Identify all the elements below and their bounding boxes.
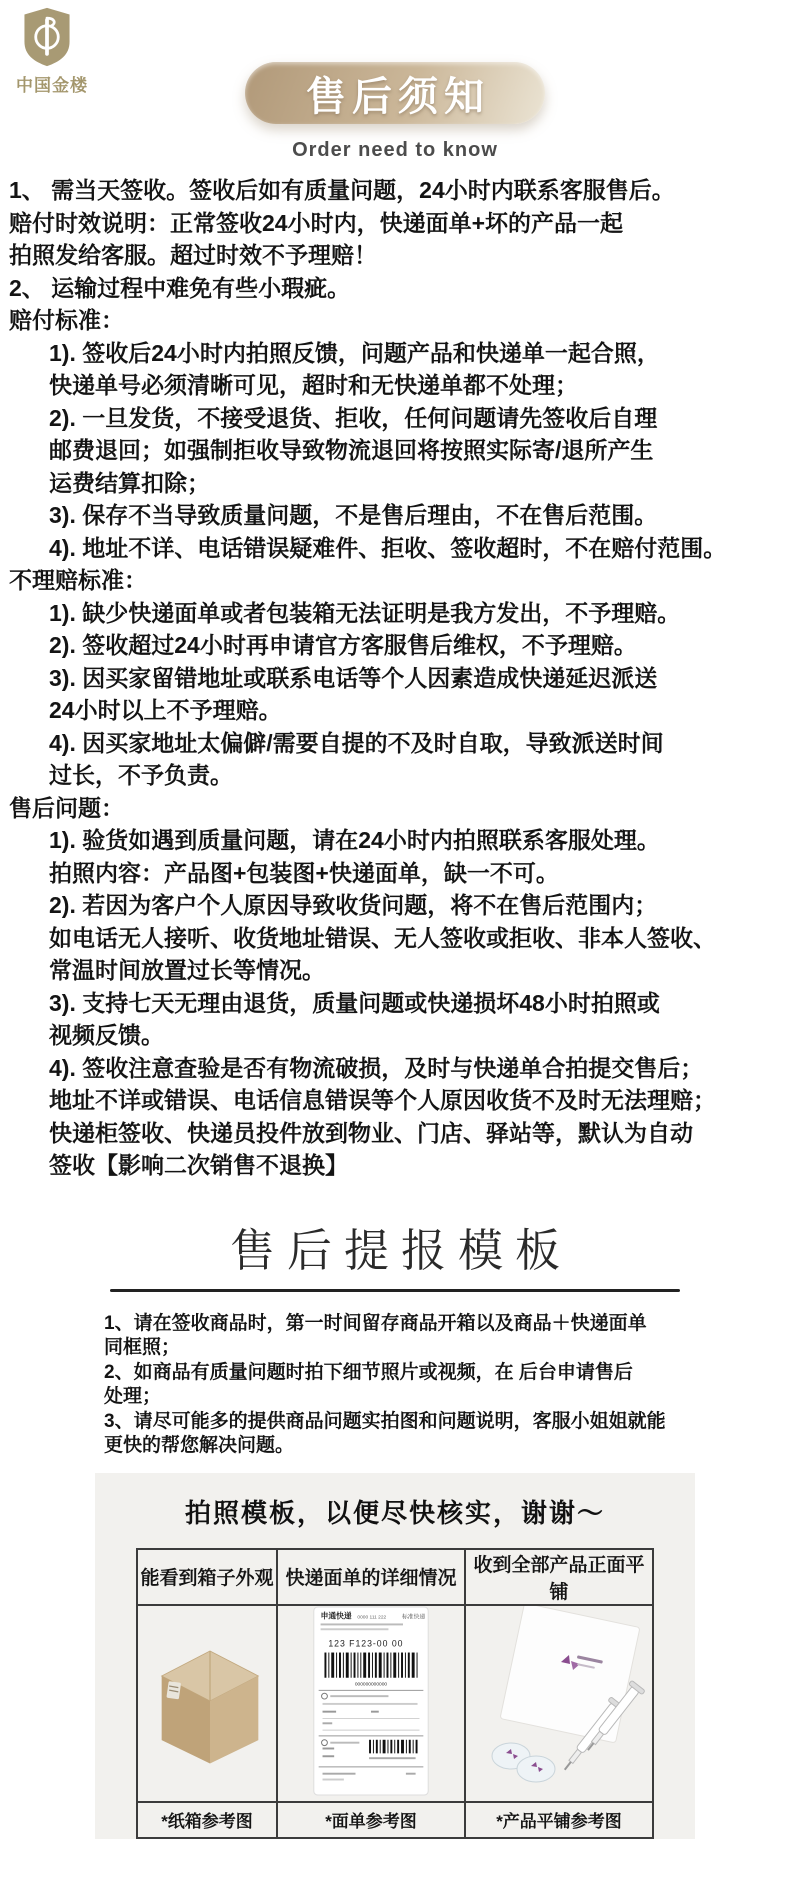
cardboard-box-cell [137,1605,277,1802]
photo-template-table [136,1548,654,1839]
table-caption-row [137,1802,653,1838]
product-flat-lay-cell [465,1605,653,1802]
notice-line: 快递单号必须清晰可见，超时和无快递单都不处理； [49,372,578,398]
brand-logo [16,6,126,96]
notice-line: 3). 支持七天无理由退货，质量问题或快递损坏48小时拍照或 [49,989,660,1016]
waybill-image [312,1606,430,1796]
notice-line: 不理赔标准： [9,567,147,593]
notice-line: 快递柜签收、快递员投件放到物业、门店、驿站等，默认为自动 [49,1119,693,1146]
header-products-flat: 收到全部产品正面平铺 [465,1549,653,1605]
notice-line: 1). 缺少快递面单或者包装箱无法证明是我方发出，不予理赔。 [49,599,681,626]
notice-line: 3). 保存不当导致质量问题，不是售后理由，不在售后范围。 [49,502,658,528]
notice-banner-subtitle: Order need to know [292,139,498,161]
template-item-line: 同框照； [104,1337,181,1358]
notice-line: 赔付时效说明：正常签收24小时内，快递面单+坏的产品一起 [9,209,624,236]
notice-banner-title: 售后须知 [306,74,490,119]
notice-line: 2). 若因为客户个人原因导致收货问题，将不在售后范围内； [49,892,658,918]
notice-line: 拍照内容：产品图+包装图+快递面单，缺一不可。 [49,859,559,886]
notice-block [0,174,790,1182]
waybill-service-type: 标准快递 [402,1614,426,1621]
template-item-line: 1、请在签收商品时，第一时间留存商品开箱以及商品＋快递面单 [104,1312,647,1334]
product-flat-lay-image [473,1606,645,1796]
template-item-line: 更快的帮您解决问题。 [104,1435,295,1456]
notice-line: 视频反馈。 [49,1022,164,1048]
brand-shield-icon [20,6,74,68]
notice-line: 邮费退回；如强制拒收导致物流退回将按照实际寄/退所产生 [49,437,654,463]
brand-name: 中国金楼 [16,76,88,95]
template-title-underline [110,1289,680,1292]
notice-line: 2、 运输过程中难免有些小瑕疵。 [9,274,351,301]
table-image-row [137,1605,653,1802]
waybill-barcode-digits: 000000000000 [354,1681,388,1687]
notice-line: 如电话无人接听、收货地址错误、无人签收或拒收、非本人签收、 [49,924,716,951]
notice-line: 拍照发给客服。超过时效不予理赔！ [9,242,377,268]
photo-template-title: 拍照模板，以便尽快核实，谢谢～ [184,1497,605,1528]
notice-line: 1、 需当天签收。签收后如有质量问题，24小时内联系客服售后。 [9,177,675,203]
notice-line: 地址不详或错误、电话信息错误等个人原因收货不及时无法理赔； [49,1087,716,1113]
notice-line: 签收【影响二次销售不退换】 [49,1152,348,1178]
notice-banner [245,62,545,124]
waybill-cell [277,1605,465,1802]
caption-product-reference: *产品平铺参考图 [465,1802,653,1838]
caption-waybill-reference: *面单参考图 [277,1802,465,1838]
template-items [104,1312,686,1459]
template-item-line: 3、请尽可能多的提供商品问题实拍图和问题说明，客服小姐姐就能 [104,1410,666,1432]
notice-line: 1). 验货如遇到质量问题，请在24小时内拍照联系客服处理。 [49,827,660,853]
waybill-courier-name: 申通快递 [320,1611,352,1621]
notice-line: 过长，不予负责。 [49,762,233,788]
notice-line: 4). 地址不详、电话错误疑难件、拒收、签收超时，不在赔付范围。 [49,534,727,561]
notice-line: 2). 签收超过24小时再申请官方客服售后维权，不予理赔。 [49,632,637,658]
header-box-appearance: 能看到箱子外观 [137,1549,277,1605]
caption-box-reference: *纸箱参考图 [137,1802,277,1838]
waybill-tracking-number: 0000 111 222 [357,1615,387,1621]
notice-line: 售后问题： [9,794,124,821]
cardboard-box-image [145,1626,270,1776]
photo-template-box [95,1473,695,1839]
waybill-sort-code: 123 F123-00 00 [328,1638,404,1649]
template-item-line: 2、如商品有质量问题时拍下细节照片或视频，在 后台申请售后 [104,1361,633,1383]
header-waybill-detail: 快递面单的详细情况 [277,1549,465,1605]
notice-line: 4). 签收注意查验是否有物流破损，及时与快递单合拍提交售后； [49,1054,704,1081]
notice-line: 24小时以上不予理赔。 [49,697,282,723]
table-header-row [137,1549,653,1605]
notice-line: 常温时间放置过长等情况。 [49,957,325,983]
template-section-title: 售后提报模板 [229,1224,572,1276]
notice-line: 4). 因买家地址太偏僻/需要自提的不及时自取，导致派送时间 [49,729,664,756]
notice-line: 3). 因买家留错地址或联系电话等个人因素造成快递延迟派送 [49,664,658,691]
notice-line: 1). 签收后24小时内拍照反馈，问题产品和快递单一起合照， [49,339,660,366]
notice-line: 赔付标准： [9,307,124,333]
template-item-line: 处理； [104,1386,162,1407]
notice-line: 运费结算扣除； [49,469,210,496]
notice-line: 2). 一旦发货，不接受退货、拒收，任何问题请先签收后自理 [49,404,658,431]
